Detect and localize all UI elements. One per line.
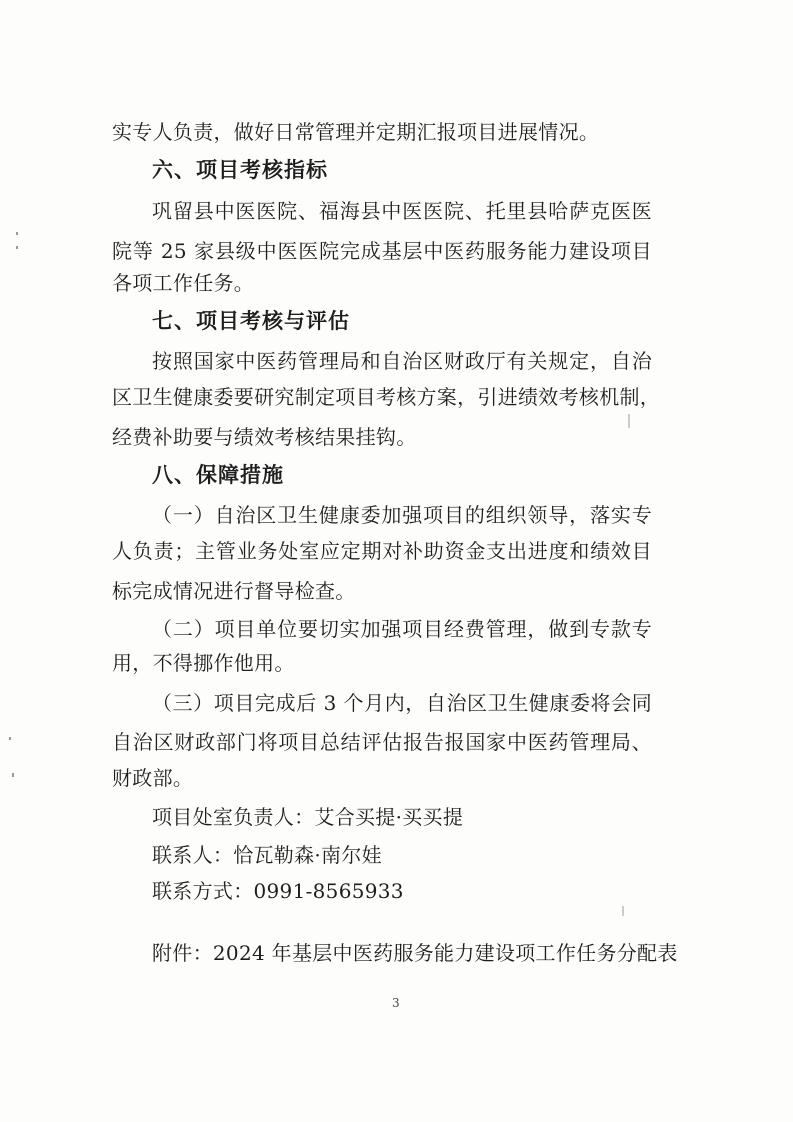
paragraph-line: 巩留县中医医院、福海县中医医院、托里县哈萨克医医 xyxy=(152,199,652,223)
scan-speck xyxy=(16,232,18,235)
section-heading-6: 六、项目考核指标 xyxy=(152,158,328,182)
paragraph-line: （二）项目单位要切实加强项目经费管理，做到专款专 xyxy=(152,617,652,641)
paragraph-line: 财政部。 xyxy=(112,766,194,790)
paragraph-line: 标完成情况进行督导检查。 xyxy=(112,579,356,603)
paragraph-line: 院等 25 家县级中医医院完成基层中医药服务能力建设项目 xyxy=(112,239,652,263)
scan-speck xyxy=(12,773,14,777)
section-heading-8: 八、保障措施 xyxy=(152,463,284,487)
page-number: 3 xyxy=(392,996,400,1010)
paragraph-line: 人负责；主管业务处室应定期对补助资金支出进度和绩效目 xyxy=(112,539,652,563)
paragraph-line: 自治区财政部门将项目总结评估报告报国家中医药管理局、 xyxy=(112,730,652,754)
scan-speck xyxy=(628,414,630,428)
scan-speck xyxy=(622,906,624,916)
section-heading-7: 七、项目考核与评估 xyxy=(152,309,350,333)
scan-speck xyxy=(16,246,18,249)
paragraph-line: （一）自治区卫生健康委加强项目的组织领导，落实专 xyxy=(152,503,652,527)
contact-phone: 联系方式：0991-8565933 xyxy=(152,879,404,903)
paragraph-line: 经费补助要与绩效考核结果挂钩。 xyxy=(112,425,417,449)
paragraph-line: 按照国家中医药管理局和自治区财政厅有关规定，自治 xyxy=(152,349,652,373)
paragraph-line: 区卫生健康委要研究制定项目考核方案，引进绩效考核机制， xyxy=(112,385,661,409)
contact-person: 联系人：恰瓦勒森·南尔娃 xyxy=(152,843,382,867)
paragraph-line: 用，不得挪作他用。 xyxy=(112,651,295,675)
paragraph-line: 各项工作任务。 xyxy=(112,271,255,295)
attachment-line: 附件：2024 年基层中医药服务能力建设项工作任务分配表 xyxy=(152,941,678,965)
scan-speck xyxy=(9,737,11,740)
paragraph-line: 实专人负责，做好日常管理并定期汇报项目进展情况。 xyxy=(112,120,600,144)
contact-supervisor: 项目处室负责人：艾合买提·买买提 xyxy=(152,805,464,829)
paragraph-line: （三）项目完成后 3 个月内，自治区卫生健康委将会同 xyxy=(152,691,652,715)
